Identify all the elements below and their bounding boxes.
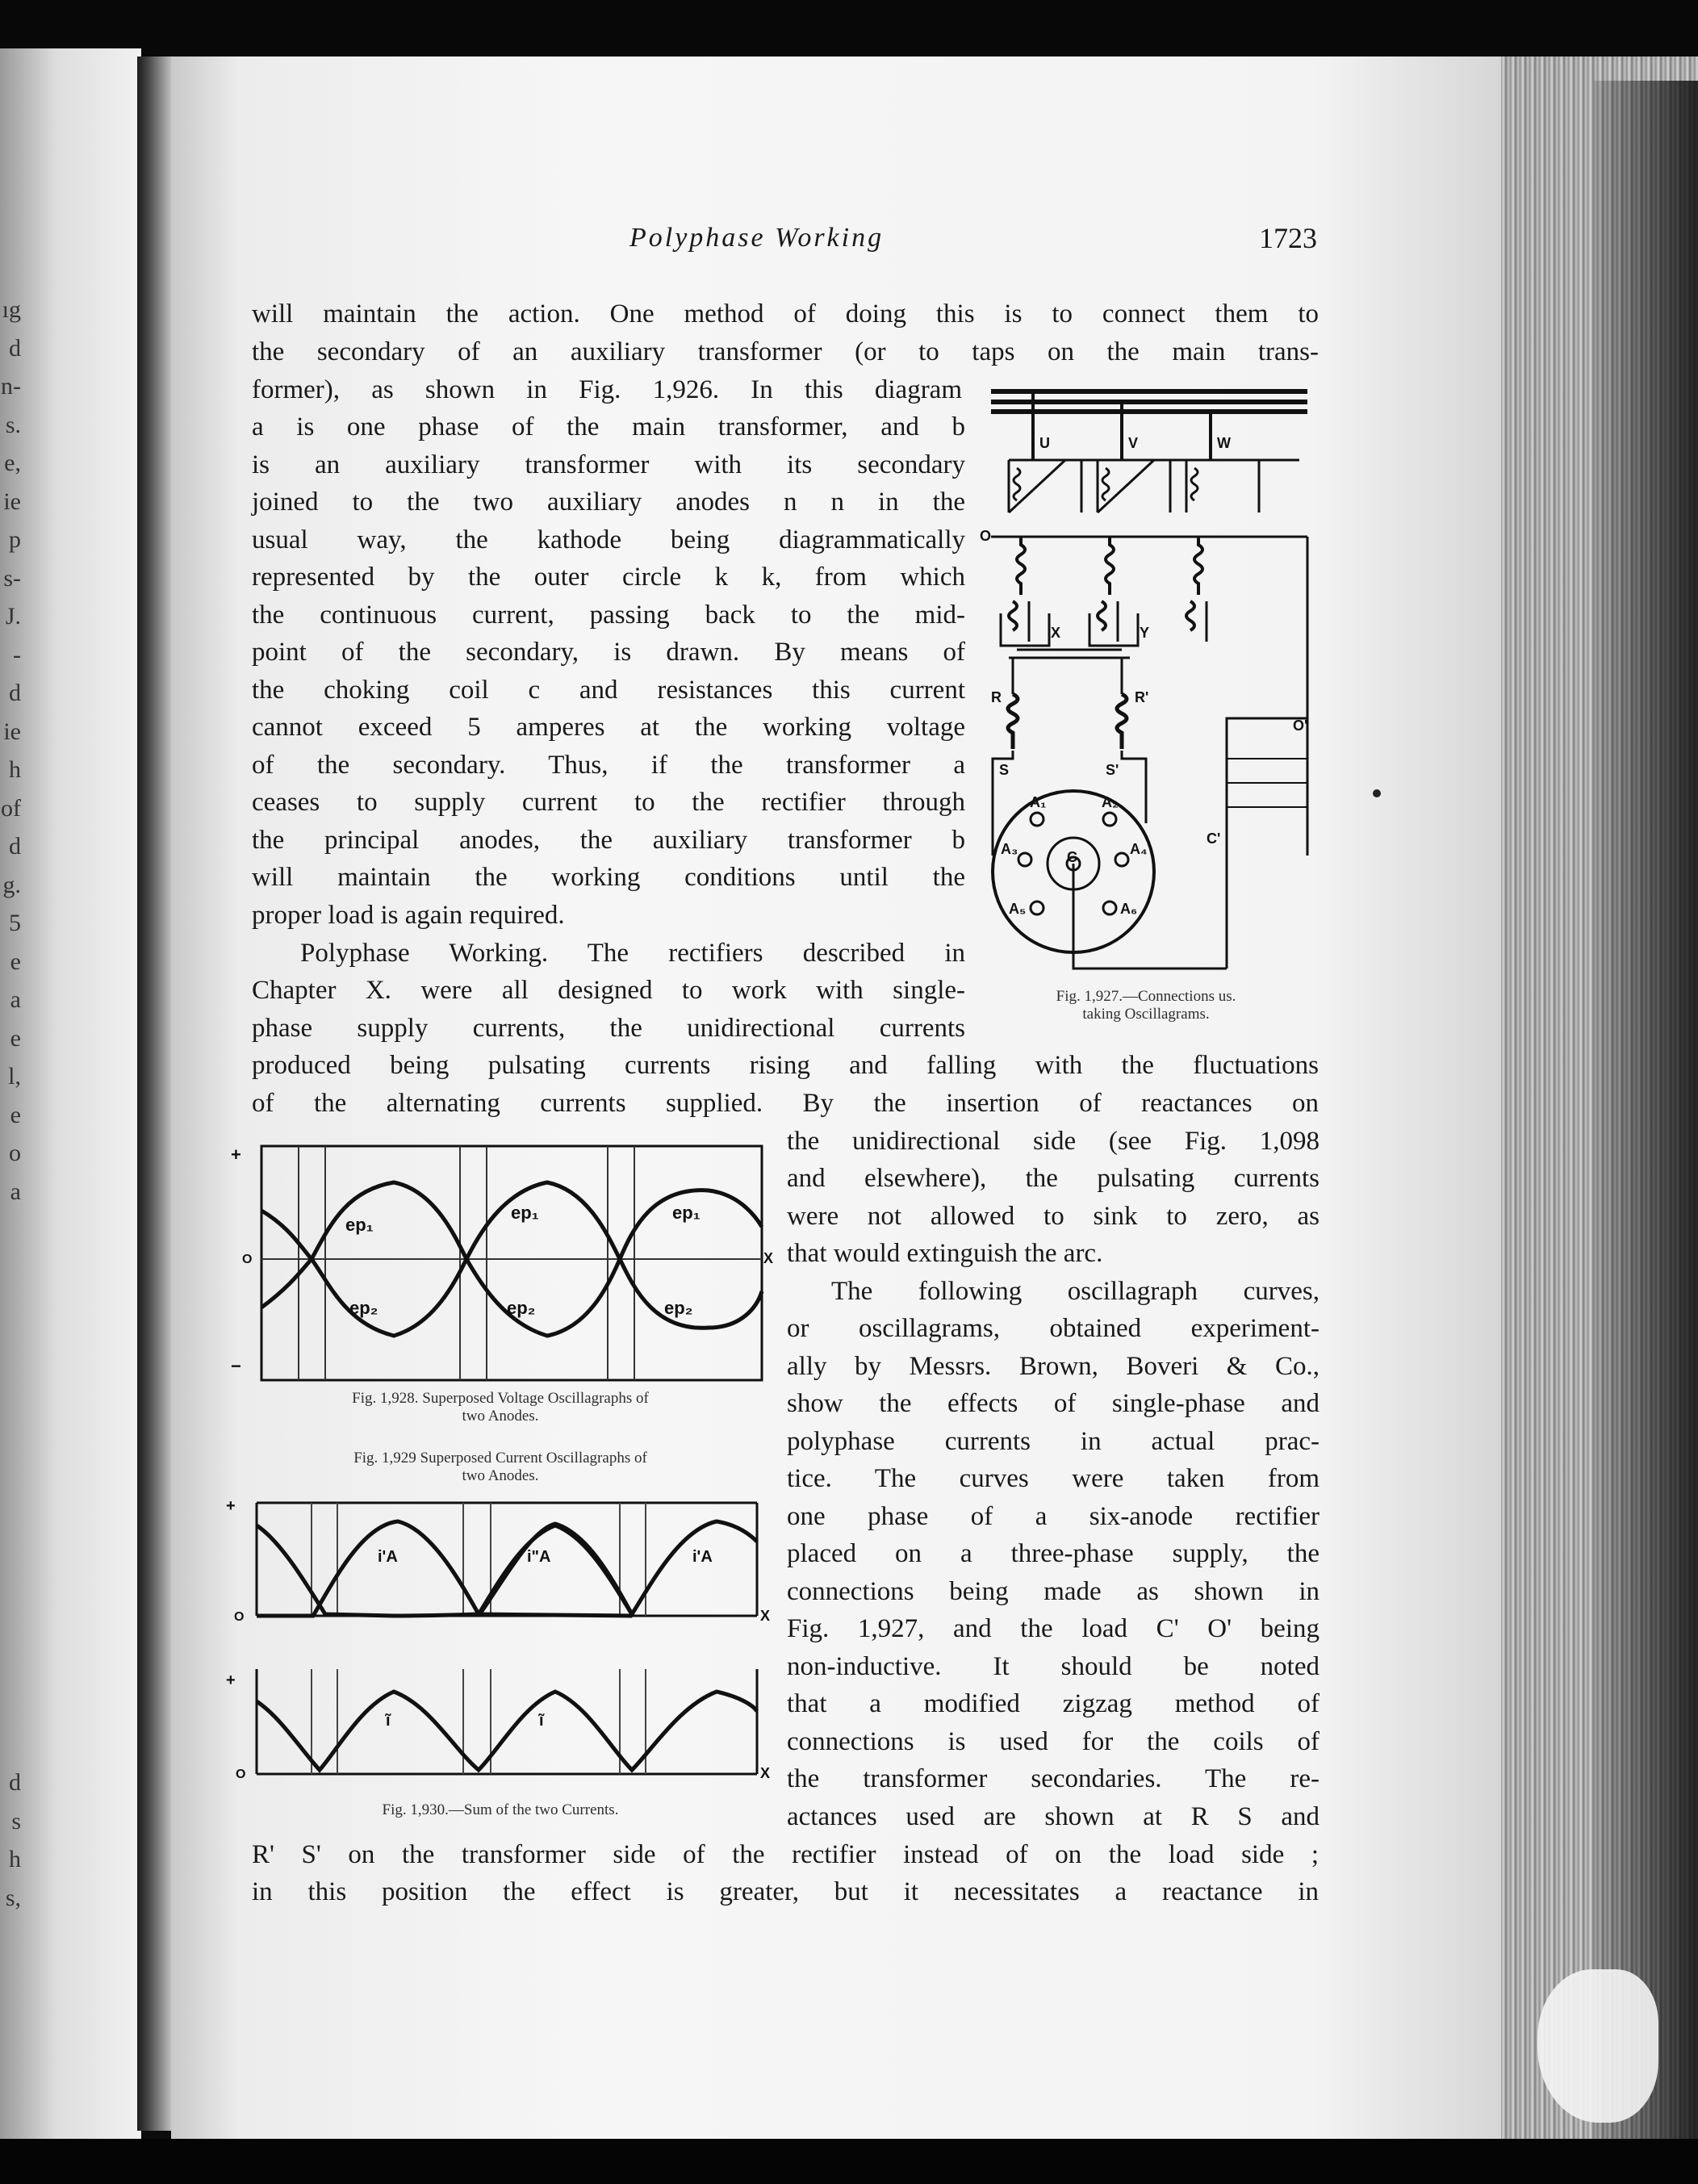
text-line: Chapter X. were all designed to work with single- (252, 976, 965, 1005)
left-page-line-ending: J. (5, 603, 21, 630)
left-page-line-ending: e, (4, 450, 21, 476)
label-x: X (1051, 625, 1061, 641)
label-s-prime: S' (1106, 762, 1119, 778)
text-line: produced being pulsating currents rising and falling with the fluctuations (252, 1051, 1319, 1080)
text-line: non-inductive. It should be noted (787, 1652, 1320, 1681)
text-line: connections being made as shown in (787, 1577, 1320, 1606)
label-a1: A₁ (1030, 794, 1047, 810)
label-c: C (1067, 849, 1077, 865)
left-page-line-ending: a (10, 986, 21, 1013)
axis-x: X (763, 1250, 773, 1266)
left-page-line-ending: ıg (2, 296, 21, 323)
curve-label: ep₂ (664, 1298, 693, 1318)
curve-label: ĩ (386, 1712, 391, 1730)
axis-plus: + (231, 1144, 241, 1165)
axis-zero: O (236, 1768, 246, 1781)
left-page-line-ending: d (9, 833, 21, 860)
axis-plus: + (226, 1671, 236, 1689)
curve-label: i"A (527, 1548, 551, 1566)
label-r: R (991, 689, 1002, 705)
left-page-line-ending: s (11, 1807, 21, 1835)
text-line: Fig. 1,927, and the load C' O' being (787, 1614, 1320, 1643)
text-line: cannot exceed 5 amperes at the working voltage (252, 713, 965, 742)
left-page-line-ending: s- (3, 564, 21, 592)
text-line: the continuous current, passing back to the mid- (252, 600, 965, 630)
label-r-prime: R' (1135, 689, 1149, 705)
text-line: and elsewhere), the pulsating currents (787, 1164, 1320, 1193)
label-s: S (999, 762, 1010, 778)
page-edge-shadow (1594, 81, 1698, 2139)
running-head: Polyphase Working (629, 223, 885, 253)
curve-label: i'A (378, 1548, 398, 1566)
text-line: of the secondary. Thus, if the transformer a (252, 751, 965, 780)
left-page-line-ending: of (1, 794, 21, 822)
text-line: or oscillagrams, obtained experiment- (787, 1314, 1320, 1343)
text-line: tice. The curves were taken from (787, 1464, 1320, 1493)
label-a6: A₆ (1120, 901, 1138, 917)
curve-label: i'A (692, 1548, 713, 1566)
text-line: in this position the effect is greater, but it necessitates a reactance in (252, 1877, 1319, 1906)
text-line: one phase of a six-anode rectifier (787, 1502, 1320, 1531)
text-line: joined to the two auxiliary anodes n n in the (252, 487, 965, 517)
label-v: V (1128, 435, 1139, 451)
text-line: The following oscillagraph curves, (831, 1277, 1320, 1306)
text-line: proper load is again required. (252, 901, 565, 930)
fig-1930-caption: Fig. 1,930.—Sum of the two Currents. (382, 1801, 619, 1818)
text-line: will maintain the working conditions until the (252, 863, 965, 892)
text-line: the principal anodes, the auxiliary transformer b (252, 826, 965, 855)
left-page-line-ending: d (9, 1769, 21, 1796)
text-line: ceases to supply current to the rectifier through (252, 788, 965, 817)
left-page-line-ending: e (10, 1024, 21, 1052)
fig-1929-caption (242, 1450, 759, 1485)
page-edge-torn-corner (1537, 1969, 1658, 2123)
page-header (613, 220, 1315, 260)
left-page-line-ending: e (10, 948, 21, 975)
text-line: were not allowed to sink to zero, as (787, 1202, 1320, 1231)
text-line: is an auxiliary transformer with its secondary (252, 450, 965, 479)
text-line: represented by the outer circle k k, from which (252, 563, 965, 592)
text-line: point of the secondary, is drawn. By means of (252, 638, 965, 667)
text-line: Polyphase Working. The rectifiers described in (300, 939, 965, 968)
caption-line: Fig. 1,927.—Connections us. (1056, 988, 1236, 1005)
caption-line: two Anodes. (462, 1467, 539, 1484)
curve-label: ep₂ (507, 1298, 536, 1318)
left-page-line-ending: g. (2, 871, 21, 898)
label-u: U (1039, 435, 1050, 451)
text-line: show the effects of single-phase and (787, 1389, 1320, 1418)
section-lead-line (300, 936, 965, 972)
axis-x: X (760, 1765, 771, 1781)
curve-label: ep₁ (511, 1203, 539, 1223)
stray-mark (1373, 789, 1381, 797)
text-line: placed on a three-phase supply, the (787, 1539, 1320, 1568)
left-page-line-ending: l, (8, 1063, 21, 1090)
top-dark-band (0, 0, 1698, 65)
text-line: will maintain the action. One method of doing this is to connect them to (252, 299, 1319, 328)
text-line: that a modified zigzag method of (787, 1689, 1320, 1718)
left-page-line-ending: 5 (9, 910, 21, 936)
curve-label: ep₁ (345, 1215, 374, 1235)
left-page-line-ending: d (9, 334, 21, 362)
left-page-line-ending: ie (3, 487, 21, 515)
left-page-line-endings (0, 291, 21, 1211)
axis-zero: O (234, 1610, 245, 1624)
left-page-line-endings-bottom (0, 1764, 21, 1917)
text-line: actances used are shown at R S and (787, 1802, 1320, 1831)
left-page-line-ending: s, (5, 1884, 21, 1911)
text-line: the secondary of an auxiliary transformer (or to taps on the main trans- (252, 337, 1319, 366)
label-a4: A₄ (1130, 841, 1148, 857)
caption-line: two Anodes. (462, 1408, 539, 1425)
label-a2: A₂ (1102, 794, 1119, 810)
fig-1929-current-oscillagraph (224, 1493, 773, 1630)
text-line: of the alternating currents supplied. By the insertion of reactances on (252, 1089, 1319, 1118)
caption-line: taking Oscillagrams. (1082, 1006, 1210, 1023)
fig-1927-connection-diagram (977, 371, 1315, 985)
text-line: ally by Messrs. Brown, Boveri & Co., (787, 1352, 1320, 1381)
text-line: a is one phase of the main transformer, and b (252, 412, 965, 441)
label-o: O (980, 528, 992, 544)
label-c-prime: C' (1207, 831, 1221, 847)
page-number: 1723 (1259, 222, 1317, 254)
label-y: Y (1140, 625, 1150, 641)
text-line: former), as shown in Fig. 1,926. In this diagram (252, 375, 962, 404)
label-o-prime: O' (1293, 718, 1308, 734)
text-line: usual way, the kathode being diagrammatically (252, 525, 965, 554)
left-page-line-ending: - (13, 641, 21, 668)
text-line: R' S' on the transformer side of the rectifier instead of on the load side ; (252, 1840, 1319, 1869)
text-line: phase supply currents, the unidirectional currents (252, 1014, 965, 1043)
left-page-line-ending: n- (1, 373, 21, 400)
caption-line: Fig. 1,929 Superposed Current Oscillagraphs of (353, 1450, 647, 1466)
left-page-line-ending: ie (3, 718, 21, 745)
fig-1928-voltage-oscillagraph (224, 1130, 773, 1388)
axis-x: X (760, 1608, 771, 1624)
left-page-line-ending: d (9, 680, 21, 706)
axis-minus: − (231, 1356, 241, 1376)
fig-1930-sum-of-currents (224, 1661, 773, 1782)
curve-label: ep₂ (349, 1298, 378, 1318)
text-line: connections is used for the coils of (787, 1727, 1320, 1756)
bottom-dark-band (0, 2139, 1698, 2184)
left-page-line-ending: p (9, 526, 21, 553)
left-page-line-ending: a (10, 1178, 21, 1205)
text-line: the choking coil c and resistances this current (252, 676, 965, 705)
left-page-line-ending: e (10, 1101, 21, 1128)
axis-zero: O (242, 1253, 253, 1266)
left-page-line-ending: h (9, 756, 21, 783)
book-gutter (137, 56, 176, 2131)
caption-line: Fig. 1,928. Superposed Voltage Oscillagraphs of (352, 1390, 649, 1407)
left-page-line-ending: s. (5, 411, 21, 438)
axis-plus: + (226, 1497, 236, 1515)
fig-1928-caption (242, 1390, 759, 1425)
text-line: that would extinguish the arc. (787, 1239, 1103, 1268)
label-w: W (1217, 435, 1231, 451)
left-page-line-ending: h (9, 1846, 21, 1872)
label-a3: A₃ (1001, 841, 1018, 857)
left-facing-page (0, 48, 141, 2139)
curve-label: ĩ (539, 1712, 544, 1730)
text-line: polyphase currents in actual prac- (787, 1427, 1320, 1456)
label-a5: A₅ (1009, 901, 1027, 917)
text-line: the transformer secondaries. The re- (787, 1764, 1320, 1793)
left-page-line-ending: o (9, 1140, 21, 1166)
curve-label: ep₁ (672, 1203, 701, 1223)
fig-1927-caption (985, 988, 1307, 1023)
text-line: the unidirectional side (see Fig. 1,098 (787, 1127, 1320, 1156)
